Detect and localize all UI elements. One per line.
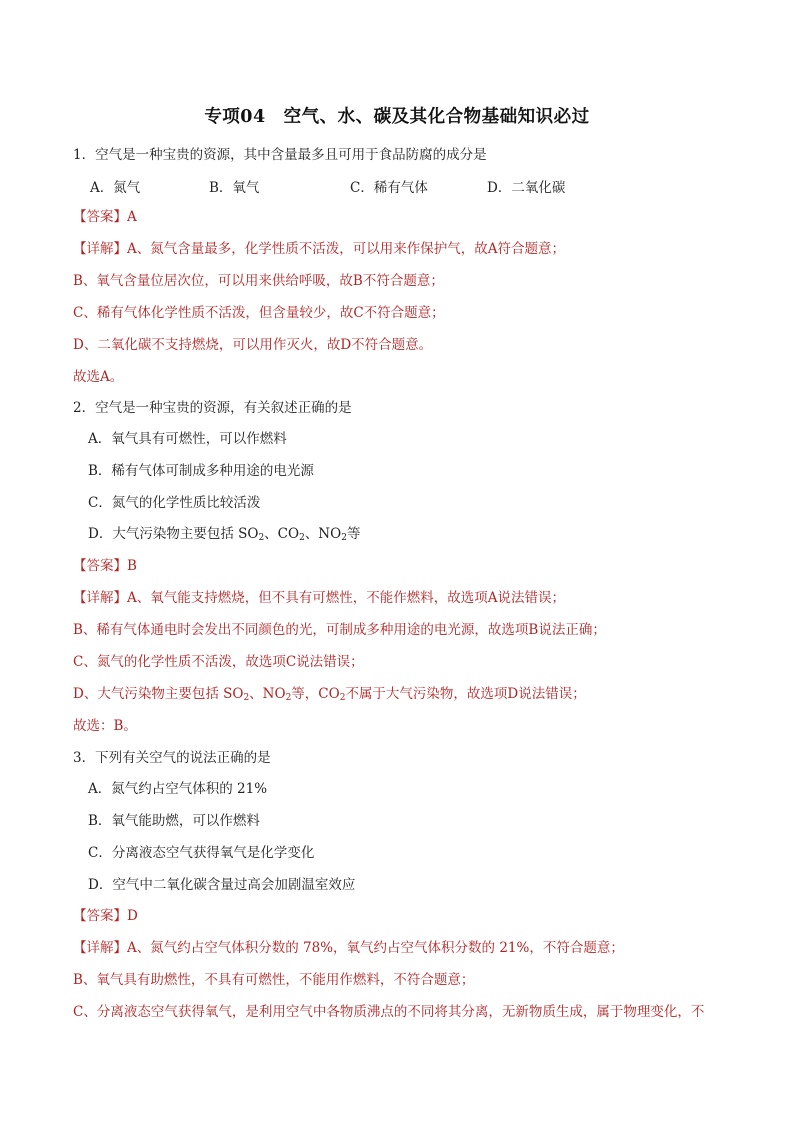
- q3-detail-b: B、氧气具有助燃性，不具有可燃性，不能用作燃料，不符合题意；: [73, 972, 475, 988]
- subscript: 2: [339, 693, 346, 703]
- q2-option-c: C．氮气的化学性质比较活泼: [88, 495, 261, 511]
- answer-value: D: [127, 908, 138, 924]
- q1-detail-a: [73, 239, 565, 259]
- detail-label: 【详解】: [73, 241, 127, 257]
- q1-conclusion: 故选A。: [73, 369, 124, 385]
- subscript: 2: [243, 693, 250, 703]
- q1-option-b: B．氧气: [209, 180, 260, 196]
- opt-d-text: 等: [346, 526, 361, 542]
- q3-option-a: A．氮气约占空气体积的 21%: [88, 781, 268, 797]
- answer-label: 【答案】: [73, 209, 127, 225]
- answer-value: B: [127, 558, 137, 574]
- opt-d-text: D．大气污染物主要包括 SO: [88, 526, 259, 542]
- detail-label: 【详解】: [73, 940, 127, 956]
- subscript: 2: [299, 533, 305, 543]
- question-2-stem: 2．空气是一种宝贵的资源，有关叙述正确的是: [73, 400, 352, 416]
- q1-option-c: C．稀有气体: [350, 180, 428, 196]
- answer-label: 【答案】: [73, 908, 127, 924]
- q3-option-b: B．氧气能助燃，可以作燃料: [88, 813, 260, 829]
- detail-label: 【详解】: [73, 590, 127, 606]
- detail-text: 、NO: [249, 686, 286, 702]
- q2-detail-d: [73, 684, 586, 708]
- question-1-stem: 1．空气是一种宝贵的资源，其中含量最多且可用于食品防腐的成分是: [73, 147, 487, 163]
- subscript: 2: [341, 533, 347, 543]
- opt-d-text: 、CO: [264, 526, 300, 542]
- detail-text: 等，CO: [291, 686, 340, 702]
- q1-answer: [73, 207, 137, 227]
- q2-answer: [73, 556, 137, 576]
- q3-detail-c: C、分离液态空气获得氧气，是利用空气中各物质沸点的不同将其分离，无新物质生成，属于物理变化，不: [73, 1004, 705, 1020]
- detail-text: A、氮气约占空气体积分数的 78%，氧气约占空气体积分数的 21%，不符合题意；: [127, 940, 624, 956]
- question-1-options: [0, 176, 794, 196]
- opt-d-text: 、NO: [304, 526, 342, 542]
- q3-option-d: D．空气中二氧化碳含量过高会加剧温室效应: [88, 877, 356, 893]
- q2-detail-a: [73, 588, 565, 608]
- q1-option-a: A．氮气: [90, 180, 141, 196]
- detail-text: 不属于大气污染物，故选项D说法错误；: [345, 686, 586, 702]
- detail-text: A、氧气能支持燃烧，但不具有可燃性，不能作燃料，故选项A说法错误；: [127, 590, 565, 606]
- subscript: 2: [258, 533, 265, 543]
- detail-text: A、氮气含量最多，化学性质不活泼，可以用来作保护气，故A符合题意；: [127, 241, 565, 257]
- q3-detail-a: [73, 938, 624, 958]
- q1-detail-c: C、稀有气体化学性质不活泼，但含量较少，故C不符合题意；: [73, 305, 445, 321]
- page-title: 专项04 空气、水、碳及其化合物基础知识必过: [204, 107, 590, 127]
- q2-option-d: [88, 524, 360, 548]
- q2-option-a: A．氧气具有可燃性，可以作燃料: [88, 431, 287, 447]
- q3-answer: [73, 906, 138, 926]
- q3-option-c: C．分离液态空气获得氧气是化学变化: [88, 845, 315, 861]
- q2-detail-c: C、氮气的化学性质不活泼，故选项C说法错误；: [73, 654, 364, 670]
- q2-option-b: B．稀有气体可制成多种用途的电光源: [88, 463, 314, 479]
- subscript: 2: [285, 693, 292, 703]
- q1-option-d: D．二氧化碳: [487, 180, 566, 196]
- answer-label: 【答案】: [73, 558, 127, 574]
- answer-value: A: [127, 209, 137, 225]
- q2-conclusion: 故选：B。: [73, 718, 137, 734]
- q1-detail-d: D、二氧化碳不支持燃烧，可以用作灭火，故D不符合题意。: [73, 337, 433, 353]
- detail-text: D、大气污染物主要包括 SO: [73, 686, 244, 702]
- q2-detail-b: B、稀有气体通电时会发出不同颜色的光，可制成多种用途的电光源，故选项B说法正确；: [73, 622, 606, 638]
- q1-detail-b: B、氧气含量位居次位，可以用来供给呼吸，故B不符合题意；: [73, 273, 444, 289]
- question-3-stem: 3．下列有关空气的说法正确的是: [73, 750, 271, 766]
